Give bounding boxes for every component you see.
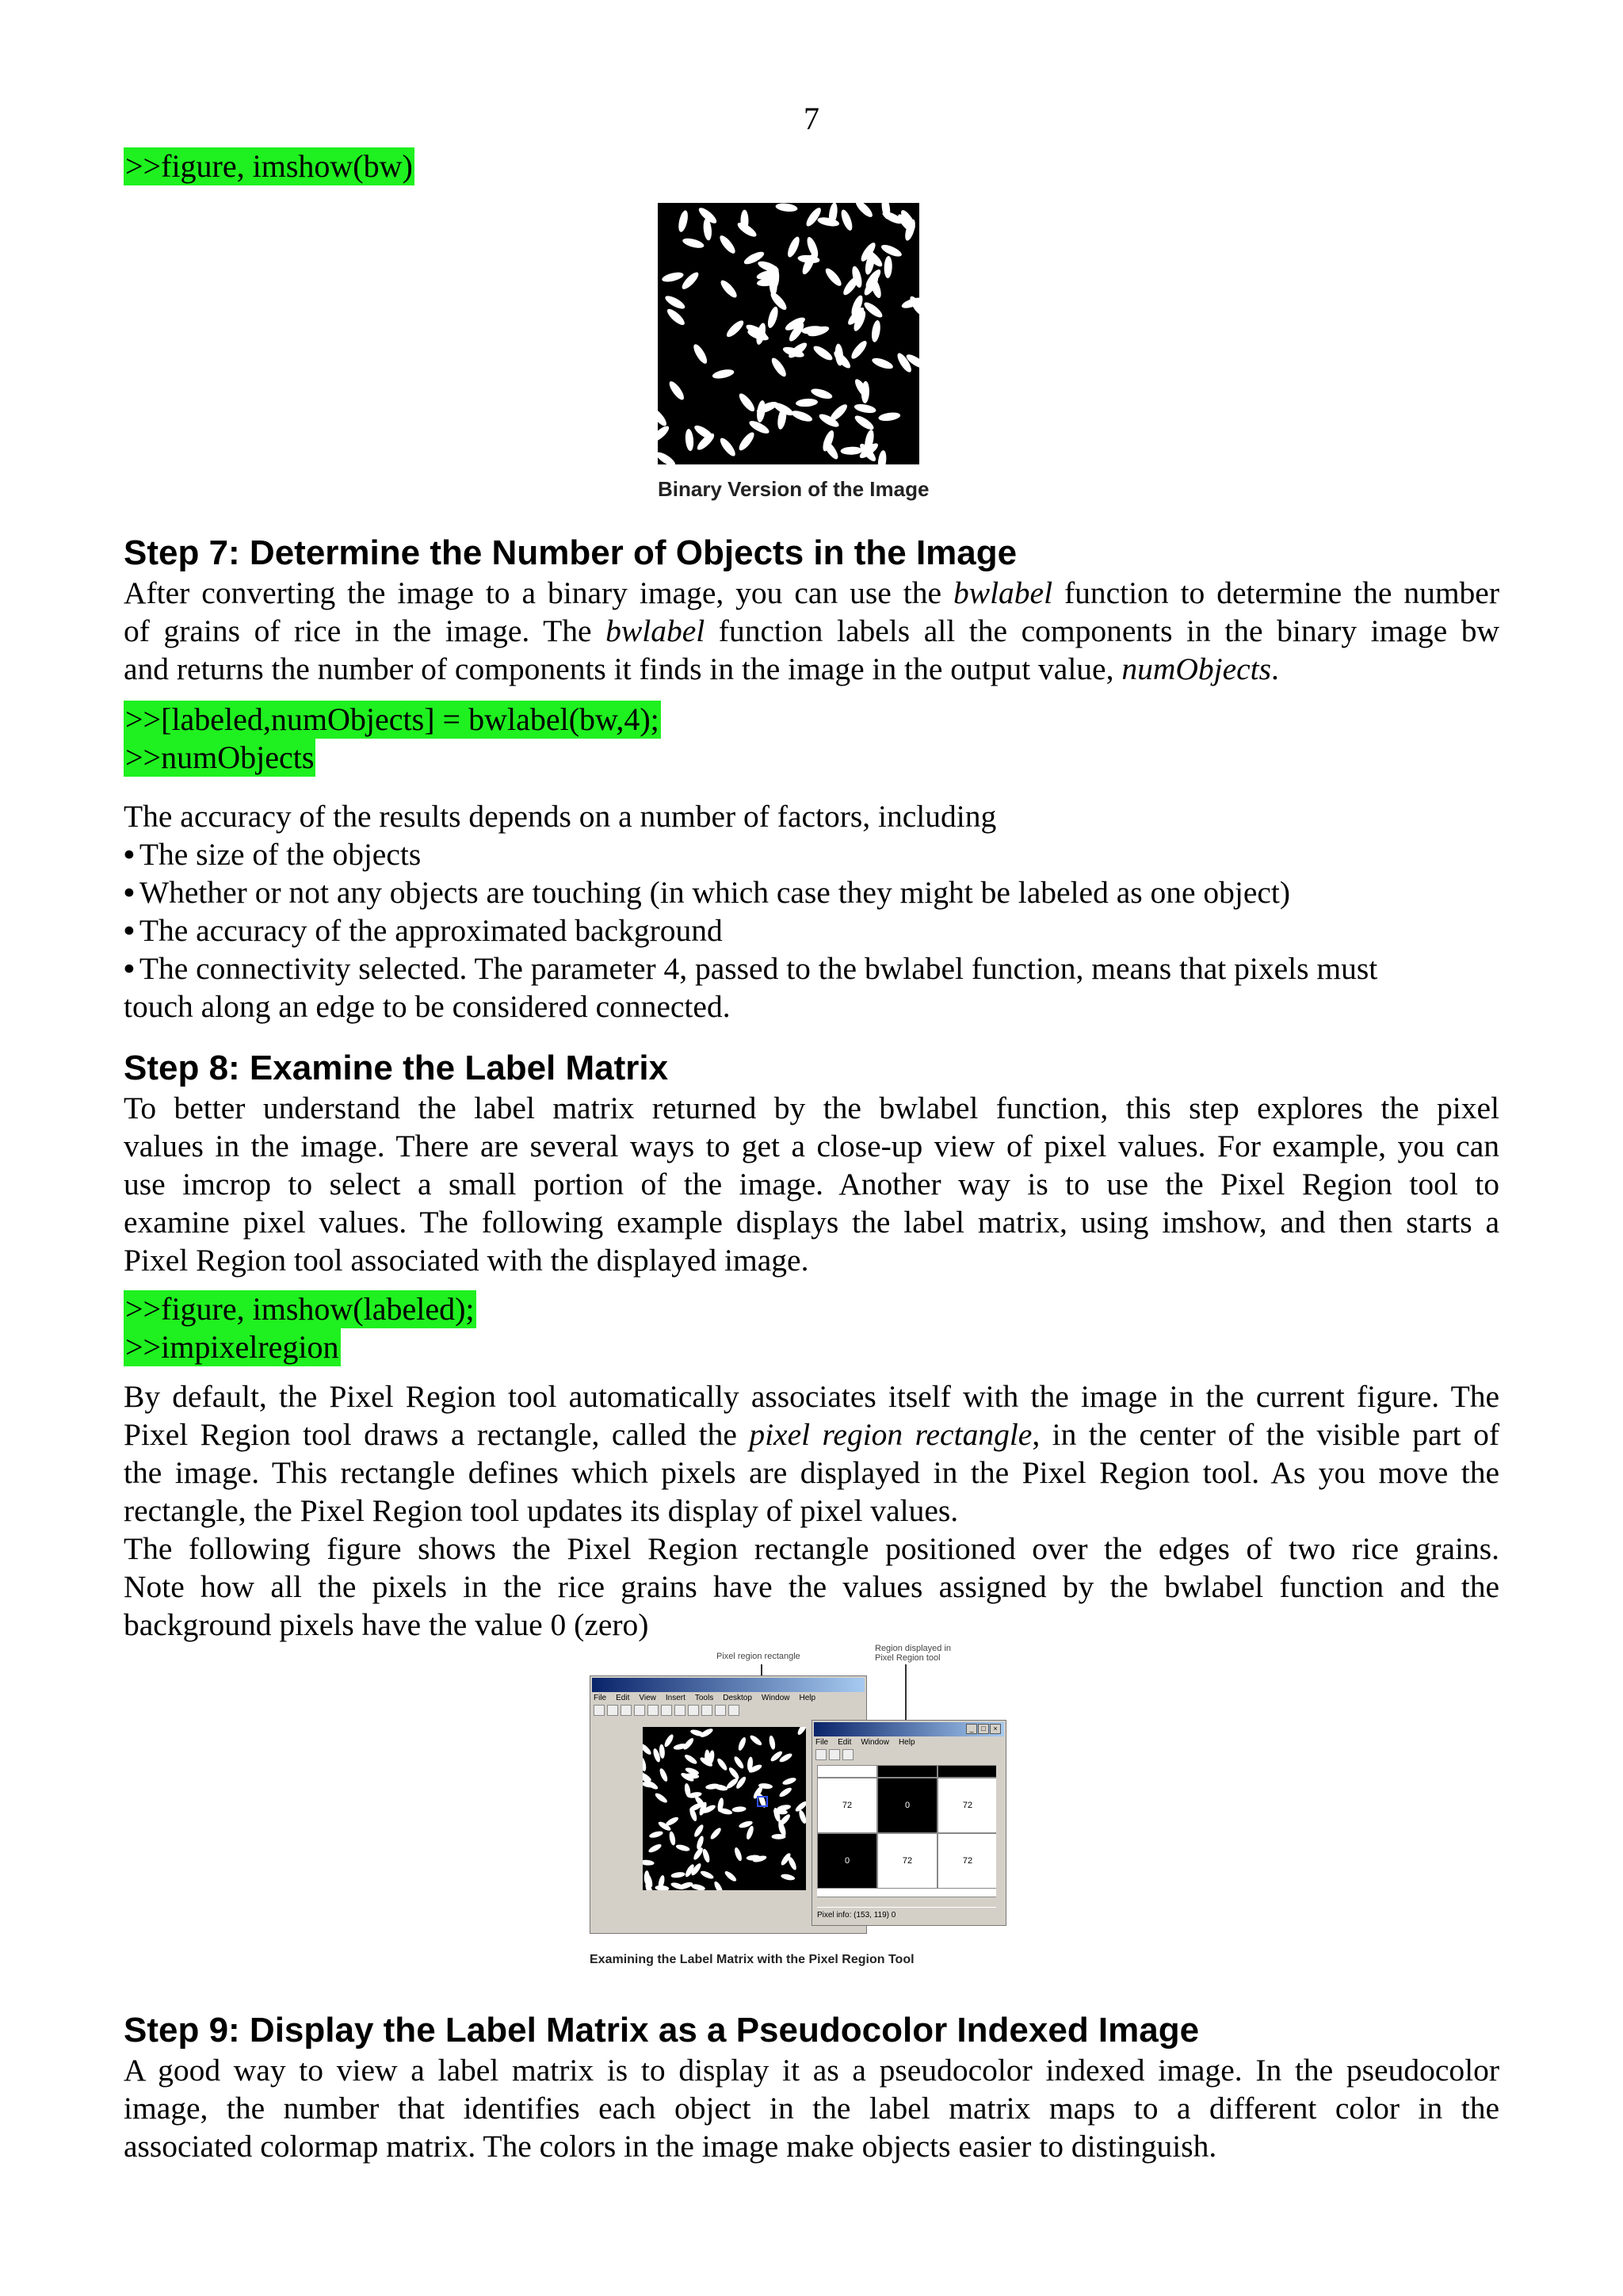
bullet-glyph: • [124, 837, 135, 872]
code-line: >>figure, imshow(bw) [125, 148, 413, 184]
zoom-out-icon[interactable] [674, 1705, 685, 1716]
list-item-text: The size of the objects [139, 837, 422, 872]
variable-name: numObjects [1121, 651, 1272, 686]
menu-desktop[interactable]: Desktop [723, 1694, 752, 1702]
pixel-cell: 72 [938, 1833, 996, 1889]
paragraph-line: image, the number that identifies each object in the label matrix maps to a different color in the [124, 2091, 1499, 2126]
rice-grain [772, 1834, 786, 1839]
list-intro: The accuracy of the results depends on a number of factors, including [124, 799, 997, 834]
list-item [124, 911, 1518, 949]
figure-toolbar [594, 1705, 742, 1717]
paragraph-line: rectangle, the Pixel Region tool updates its display of pixel values. [124, 1493, 959, 1528]
code-block-impixelregion [124, 1290, 476, 1366]
menu-window[interactable]: Window [761, 1694, 790, 1702]
close-button[interactable]: × [990, 1724, 1001, 1734]
pixel-cell: 72 [877, 1833, 938, 1889]
code-line: >>numObjects [125, 739, 315, 775]
minimize-button[interactable]: _ [966, 1724, 977, 1734]
function-name: bwlabel [605, 613, 705, 648]
annotation-region-displayed-line2: Pixel Region tool [875, 1653, 941, 1663]
binary-rice-image [658, 203, 919, 464]
list-item [124, 873, 1518, 911]
menu-file[interactable]: File [815, 1738, 829, 1747]
paragraph-line: A good way to view a label matrix is to display it as a pseudocolor indexed image. In the pseudocolor [124, 2053, 1499, 2088]
paragraph-line: By default, the Pixel Region tool automatically associates itself with the image in the current figure. The [124, 1379, 1499, 1414]
help-icon[interactable] [842, 1749, 854, 1760]
figure-titlebar[interactable] [592, 1678, 865, 1692]
term: pixel region rectangle [749, 1417, 1033, 1452]
rice-grain [741, 210, 749, 232]
text-run: function to determine the number [1052, 575, 1499, 610]
legend-icon[interactable] [728, 1705, 739, 1716]
step9-paragraph [124, 2051, 1499, 2165]
step8-paragraph-2 [124, 1377, 1499, 1644]
menu-window[interactable]: Window [861, 1738, 889, 1747]
figure-caption-pixel-region: Examining the Label Matrix with the Pixel Region Tool [590, 1953, 915, 1966]
list-item-text: The accuracy of the approximated background [139, 913, 723, 948]
print-icon[interactable] [829, 1749, 840, 1760]
pixel-region-toolbar [815, 1749, 856, 1762]
pixel-info-status: Pixel info: (153, 119) 0 [817, 1911, 896, 1920]
pan-icon[interactable] [688, 1705, 699, 1716]
accuracy-factors [124, 797, 1518, 1026]
menu-file[interactable]: File [594, 1694, 607, 1702]
code-block-bwlabel [124, 701, 661, 777]
pixel-cell: 72 [938, 1778, 996, 1833]
pointer-icon[interactable] [647, 1705, 659, 1716]
bullet-glyph: • [124, 875, 135, 910]
pixel-cell [938, 1765, 996, 1778]
pixel-grid [817, 1765, 996, 1908]
open-icon[interactable] [607, 1705, 618, 1716]
menu-help[interactable]: Help [898, 1738, 915, 1747]
code-line: >>impixelregion [125, 1329, 339, 1365]
menu-edit[interactable]: Edit [616, 1694, 630, 1702]
menu-tools[interactable]: Tools [694, 1694, 714, 1702]
page-number: 7 [804, 101, 819, 136]
paragraph-line: values in the image. There are several ways to get a close-up view of pixel values. For example, you can [124, 1129, 1499, 1163]
text-run: . [1271, 651, 1279, 686]
rice-grain [644, 1870, 650, 1885]
paragraph-line: Pixel Region tool associated with the displayed image. [124, 1243, 809, 1278]
code-line: >>[labeled,numObjects] = bwlabel(bw,4); [125, 701, 659, 737]
pixel-cell: 72 [817, 1778, 877, 1833]
text-run: Pixel Region tool draws a rectangle, called the [124, 1417, 750, 1452]
function-name: bwlabel [953, 575, 1053, 610]
menu-edit[interactable]: Edit [838, 1738, 852, 1747]
bullet-glyph: • [124, 913, 135, 948]
paragraph-line: examine pixel values. The following example displays the label matrix, using imshow, and then starts a [124, 1205, 1499, 1240]
paragraph-line: associated colormap matrix. The colors in the image make objects easier to distinguish. [124, 2129, 1217, 2164]
maximize-button[interactable]: □ [978, 1724, 989, 1734]
text-run: of grains of rice in the image. The [124, 613, 606, 648]
horizontal-scrollbar[interactable] [817, 1897, 996, 1907]
list-item-text: Whether or not any objects are touching (in which case they might be labeled as one object) [139, 875, 1291, 910]
list-item [124, 835, 1518, 873]
paragraph-line: Note how all the pixels in the rice grains have the values assigned by the bwlabel function and the [124, 1569, 1499, 1604]
text-run: After converting the image to a binary image, you can use the [124, 575, 953, 610]
text-run: function labels all the components in the binary image bw [705, 613, 1499, 648]
paragraph-line: To better understand the label matrix returned by the bwlabel function, this step explores the pixel [124, 1091, 1499, 1125]
paragraph-line: use imcrop to select a small portion of the image. Another way is to use the Pixel Region tool to [124, 1167, 1499, 1201]
paragraph-line: The following figure shows the Pixel Region rectangle positioned over the edges of two rice grains. [124, 1531, 1499, 1566]
colorbar-icon[interactable] [715, 1705, 726, 1716]
step9-heading: Step 9: Display the Label Matrix as a Pseudocolor Indexed Image [124, 2011, 1200, 2050]
figure-caption-binary: Binary Version of the Image [658, 477, 930, 501]
paragraph-line: the image. This rectangle defines which pixels are displayed in the Pixel Region tool. As you move the [124, 1455, 1499, 1490]
copy-icon[interactable] [815, 1749, 827, 1760]
figure-menubar [594, 1694, 825, 1702]
list-item [124, 949, 1518, 988]
step7-heading: Step 7: Determine the Number of Objects in the Image [124, 533, 1018, 572]
text-run: and returns the number of components it finds in the image in the output value, [124, 651, 1122, 686]
paragraph-line: background pixels have the value 0 (zero) [124, 1607, 649, 1642]
text-run: , in the center of the visible part of [1032, 1417, 1499, 1452]
annotation-pixel-region-rectangle: Pixel region rectangle [716, 1652, 800, 1661]
pixel-cell: 0 [817, 1833, 877, 1889]
print-icon[interactable] [634, 1705, 645, 1716]
pixel-region-window[interactable] [812, 1720, 1006, 1926]
list-item-continuation: touch along an edge to be considered connected. [124, 989, 731, 1024]
menu-help[interactable]: Help [799, 1694, 816, 1702]
rotate-icon[interactable] [701, 1705, 712, 1716]
annotation-region-displayed-line1: Region displayed in [875, 1644, 952, 1653]
zoom-in-icon[interactable] [661, 1705, 672, 1716]
code-line: >>figure, imshow(labeled); [125, 1291, 475, 1327]
save-icon[interactable] [621, 1705, 632, 1716]
pixel-cell [817, 1765, 877, 1778]
label-matrix-image[interactable] [643, 1727, 806, 1890]
pixel-cell: 0 [877, 1778, 938, 1833]
menu-view[interactable]: View [639, 1694, 656, 1702]
pixel-cell [877, 1765, 938, 1778]
code-block-figure-bw [124, 147, 414, 185]
step7-paragraph [124, 574, 1499, 688]
menu-insert[interactable]: Insert [665, 1694, 685, 1702]
pixel-region-figure [586, 1641, 1014, 1973]
list-item-text: The connectivity selected. The parameter 4, passed to the bwlabel function, means that pixels must [139, 951, 1378, 986]
new-icon[interactable] [594, 1705, 605, 1716]
bullet-glyph: • [124, 951, 135, 986]
pixel-region-menubar [815, 1738, 925, 1747]
step8-paragraph [124, 1089, 1499, 1279]
step8-heading: Step 8: Examine the Label Matrix [124, 1049, 669, 1087]
